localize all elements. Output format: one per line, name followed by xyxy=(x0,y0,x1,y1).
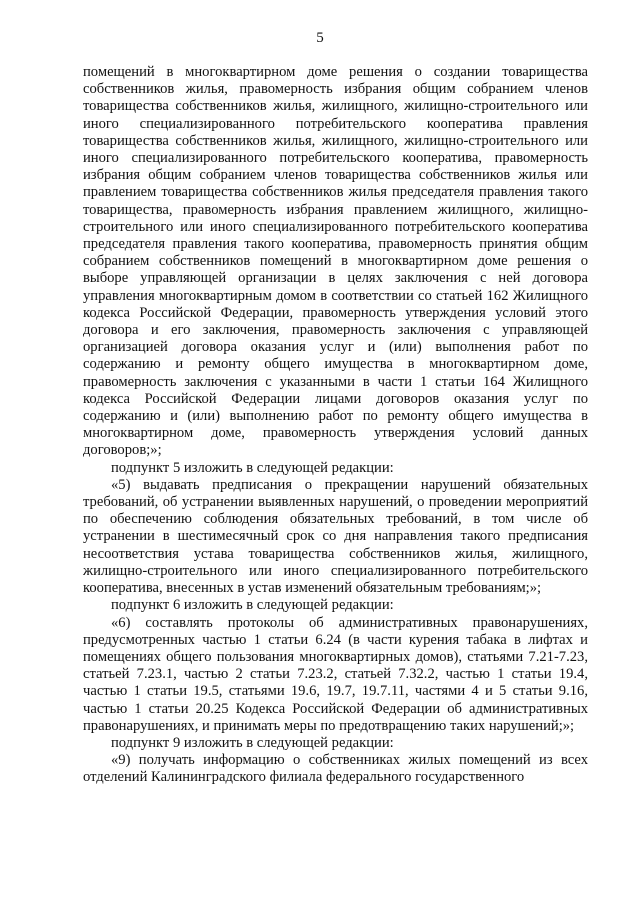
paragraph-intro-continuation: помещений в многоквартирном доме решения о создании товарищества собственников жилья, правомерность избрания общим собранием членов товарищества собственников жилья, жилищного, жилищно-строительного или иного специализированного потребительского кооператива правления товарищества собственников жилья, жилищного, жилищно-строительного или иного специализированного потребительского кооператива, правомерность избрания общим собранием членов товарищества собственников жилья или правлением товарищества собственников жилья председателя правления такого товарищества, правомерность избрания правлением жилищного, жилищно-строительного или иного специализированного потребительского кооператива председателя правления такого кооператива, правомерность принятия общим собранием собственников помещений в многоквартирном доме решения о выборе управляющей организации в целях заключения с ней договора управления многоквартирным домом в соответствии со статьей 162 Жилищного кодекса Российской Федерации, правомерность утверждения условий этого договора и его заключения, правомерность заключения с управляющей организацией договора оказания услуг и (или) выполнения работ по содержанию и ремонту общего имущества в многоквартирном доме, правомерность заключения с указанными в части 1 статьи 164 Жилищного кодекса Российской Федерации лицами договоров оказания услуг по содержанию и (или) выполнению работ по ремонту общего имущества в многоквартирном доме, правомерность утверждения условий данных договоров;»; xyxy=(83,64,588,459)
paragraph-subitem-5-text: «5) выдавать предписания о прекращении нарушений обязательных требований, об устранении выявленных нарушений, о проведении мероприятий по обеспечению соблюдения обязательных требований, в том числе об устранении в шестимесячный срок со дня направления такого предписания несоответствия устава товарищества собственников жилья, жилищного, жилищно-строительного или иного специализированного потребительского кооператива, внесенных в устав изменений обязательным требованиям;»; xyxy=(83,476,588,597)
paragraph-subitem-9-heading: подпункт 9 изложить в следующей редакции: xyxy=(111,734,394,751)
paragraph-subitem-9-text: «9) получать информацию о собственниках жилых помещений из всех отделений Калининградского филиала федерального государственного xyxy=(83,752,588,786)
page-number: 5 xyxy=(316,30,324,46)
paragraph-subitem-5-heading: подпункт 5 изложить в следующей редакции: xyxy=(111,459,394,476)
paragraph-subitem-6-text: «6) составлять протоколы об административных правонарушениях, предусмотренных частью 1 статьи 6.24 (в части курения табака в лифтах и помещениях общего пользования многоквартирных домов), статьями 7.21-7.23, статьей 7.23.1, частью 2 статьи 7.23.2, статьей 7.32.2, частью 1 статьи 19.4, частью 1 статьи 19.5, статьями 19.6, 19.7, 19.7.11, частями 4 и 5 статьи 9.16, частью 1 статьи 20.25 Кодекса Российской Федерации об административных правонарушениях, и принимать меры по предотвращению таких нарушений;»; xyxy=(83,614,588,734)
document-body xyxy=(83,64,588,787)
paragraph-subitem-6-heading: подпункт 6 изложить в следующей редакции: xyxy=(111,597,394,614)
